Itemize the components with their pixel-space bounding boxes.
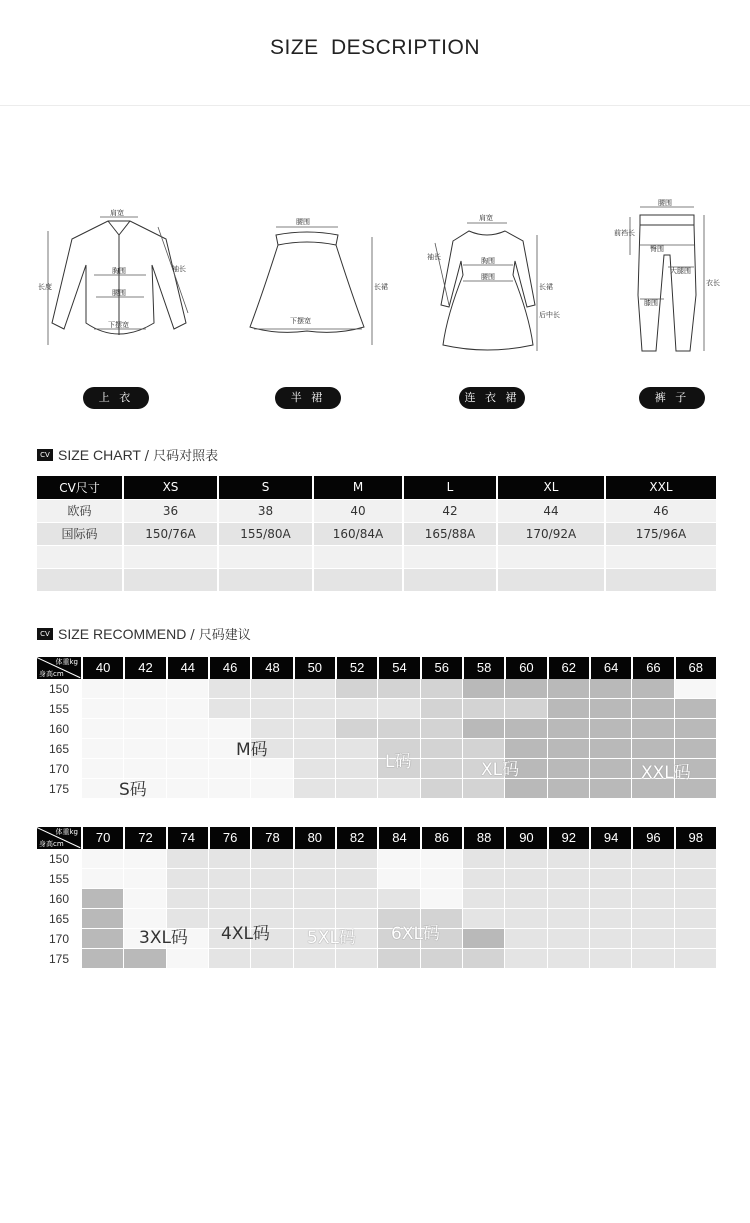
grid-cell bbox=[378, 869, 419, 888]
grid-cell bbox=[463, 889, 504, 908]
grid-corner bbox=[37, 827, 81, 849]
table-cell: 40 bbox=[313, 499, 403, 522]
pants-diagram bbox=[610, 195, 720, 355]
grid-cell bbox=[209, 869, 250, 888]
grid-cell bbox=[336, 869, 377, 888]
grid-cell bbox=[421, 949, 462, 968]
grid-cell bbox=[167, 849, 208, 868]
grid-cell bbox=[378, 849, 419, 868]
grid-cell bbox=[336, 949, 377, 968]
grid-cell bbox=[421, 719, 462, 738]
dim-skirt-length: 长裙 bbox=[374, 283, 388, 291]
size-zone-label: 5XL码 bbox=[307, 928, 356, 948]
size-chart-title-zh: / 尺码对照表 bbox=[144, 449, 219, 464]
row-label bbox=[37, 568, 123, 591]
garment-label-dress: 连 衣 裙 bbox=[459, 387, 525, 409]
grid-cell bbox=[590, 909, 631, 928]
grid-cell bbox=[548, 759, 589, 778]
grid-cell bbox=[251, 759, 292, 778]
grid-header bbox=[37, 827, 716, 849]
dim-skirt-hem: 下摆宽 bbox=[290, 317, 311, 325]
grid-cell bbox=[505, 909, 546, 928]
grid-cell bbox=[548, 699, 589, 718]
grid-cell bbox=[294, 739, 335, 758]
grid-cell bbox=[675, 699, 716, 718]
dim-waist: 腰围 bbox=[112, 289, 126, 297]
grid-cell bbox=[463, 849, 504, 868]
grid-cell bbox=[167, 779, 208, 798]
size-header-xxl: XXL bbox=[605, 476, 716, 499]
grid-cell bbox=[82, 889, 123, 908]
grid-cell bbox=[82, 679, 123, 698]
size-recommend-title: SIZE RECOMMEND bbox=[58, 626, 187, 642]
weight-header: 44 bbox=[166, 657, 208, 679]
size-recommend-title-zh: / 尺码建议 bbox=[190, 628, 251, 643]
size-zone-label: 3XL码 bbox=[139, 928, 188, 948]
grid-cell bbox=[463, 699, 504, 718]
weight-header: 84 bbox=[377, 827, 419, 849]
weight-header: 62 bbox=[547, 657, 589, 679]
garment-label-pants: 裤 子 bbox=[639, 387, 705, 409]
height-label: 170 bbox=[48, 762, 70, 776]
grid-cell bbox=[548, 849, 589, 868]
table-cell bbox=[605, 568, 716, 591]
weight-header: 92 bbox=[547, 827, 589, 849]
corner-weight-label: 体重kg bbox=[55, 828, 78, 836]
dim-dress-length: 长裙 bbox=[539, 283, 553, 291]
size-header-xs: XS bbox=[123, 476, 218, 499]
table-cell: 160/84A bbox=[313, 522, 403, 545]
dim-skirt-waist: 腰围 bbox=[296, 218, 310, 226]
grid-cell bbox=[209, 779, 250, 798]
grid-cell bbox=[505, 719, 546, 738]
grid-cell bbox=[124, 679, 165, 698]
grid-cell bbox=[294, 949, 335, 968]
grid-cell bbox=[632, 719, 673, 738]
table-cell bbox=[403, 545, 497, 568]
grid-cell bbox=[167, 869, 208, 888]
grid-cell bbox=[82, 759, 123, 778]
table-row bbox=[37, 499, 716, 522]
grid-corner bbox=[37, 657, 81, 679]
grid-cell bbox=[82, 719, 123, 738]
dim-dress-chest: 胸围 bbox=[481, 257, 495, 265]
grid-cell bbox=[294, 889, 335, 908]
grid-cell bbox=[675, 739, 716, 758]
grid-cell bbox=[167, 889, 208, 908]
corner-weight-label: 体重kg bbox=[55, 658, 78, 666]
grid-cell bbox=[209, 759, 250, 778]
cv-logo: CV bbox=[37, 628, 53, 640]
height-label: 175 bbox=[48, 782, 70, 796]
weight-header: 54 bbox=[377, 657, 419, 679]
table-row bbox=[37, 545, 716, 568]
grid-cell bbox=[421, 869, 462, 888]
weight-header: 64 bbox=[589, 657, 631, 679]
table-cell: 155/80A bbox=[218, 522, 313, 545]
title-divider bbox=[0, 105, 750, 106]
grid-cell bbox=[82, 779, 123, 798]
weight-header: 52 bbox=[335, 657, 377, 679]
grid-cell bbox=[82, 849, 123, 868]
grid-cell bbox=[548, 779, 589, 798]
height-label: 160 bbox=[48, 722, 70, 736]
dim-pants-rise: 前裆长 bbox=[614, 229, 635, 237]
weight-header: 46 bbox=[208, 657, 250, 679]
grid-cell bbox=[421, 739, 462, 758]
grid-cell bbox=[336, 719, 377, 738]
grid-cell bbox=[251, 869, 292, 888]
table-cell: 175/96A bbox=[605, 522, 716, 545]
size-zone-label: L码 bbox=[385, 752, 412, 772]
weight-header: 70 bbox=[81, 827, 123, 849]
table-cell bbox=[218, 545, 313, 568]
grid-cell bbox=[421, 889, 462, 908]
grid-cell bbox=[421, 699, 462, 718]
grid-cell bbox=[632, 949, 673, 968]
grid-cell bbox=[548, 929, 589, 948]
table-cell: 38 bbox=[218, 499, 313, 522]
grid-cell bbox=[124, 739, 165, 758]
size-zone-label: 6XL码 bbox=[391, 924, 440, 944]
grid-cell bbox=[251, 889, 292, 908]
size-header-l: L bbox=[403, 476, 497, 499]
grid-cell bbox=[336, 889, 377, 908]
grid-cell bbox=[505, 949, 546, 968]
grid-cell bbox=[632, 889, 673, 908]
weight-header: 60 bbox=[504, 657, 546, 679]
row-label bbox=[37, 545, 123, 568]
row-label: 国际码 bbox=[37, 522, 123, 545]
table-cell: 46 bbox=[605, 499, 716, 522]
dim-hem: 下摆宽 bbox=[108, 321, 129, 329]
grid-cell bbox=[167, 699, 208, 718]
table-cell: 42 bbox=[403, 499, 497, 522]
grid-cell bbox=[421, 679, 462, 698]
grid-cell bbox=[251, 679, 292, 698]
dim-pants-knee: 膝围 bbox=[644, 299, 658, 307]
grid-cell bbox=[294, 759, 335, 778]
table-cell: 170/92A bbox=[497, 522, 605, 545]
garment-label-skirt: 半 裙 bbox=[275, 387, 341, 409]
grid-cell bbox=[336, 849, 377, 868]
table-row bbox=[37, 568, 716, 591]
grid-cell bbox=[378, 889, 419, 908]
grid-cell bbox=[82, 699, 123, 718]
grid-cell bbox=[209, 679, 250, 698]
grid-cell bbox=[421, 779, 462, 798]
table-cell bbox=[313, 545, 403, 568]
weight-header: 94 bbox=[589, 827, 631, 849]
table-cell bbox=[218, 568, 313, 591]
grid-cell bbox=[336, 759, 377, 778]
grid-cell bbox=[590, 949, 631, 968]
height-column bbox=[37, 679, 81, 799]
grid-cells bbox=[81, 679, 716, 798]
grid-cell bbox=[124, 869, 165, 888]
grid-cell bbox=[675, 949, 716, 968]
dim-pants-waist: 腰围 bbox=[658, 199, 672, 207]
grid-cell bbox=[632, 929, 673, 948]
grid-cell bbox=[378, 779, 419, 798]
weight-header: 50 bbox=[293, 657, 335, 679]
dim-dress-sleeve: 袖长 bbox=[427, 253, 441, 261]
grid-cell bbox=[548, 889, 589, 908]
grid-cell bbox=[124, 849, 165, 868]
grid-cell bbox=[167, 739, 208, 758]
height-label: 175 bbox=[48, 952, 70, 966]
page-title: SIZE DESCRIPTION bbox=[269, 36, 481, 59]
weight-header: 42 bbox=[123, 657, 165, 679]
grid-cell bbox=[378, 699, 419, 718]
weight-header: 78 bbox=[250, 827, 292, 849]
grid-cell bbox=[675, 869, 716, 888]
grid-cell bbox=[294, 779, 335, 798]
grid-cell bbox=[590, 719, 631, 738]
height-label: 165 bbox=[48, 742, 70, 756]
grid-cell bbox=[378, 719, 419, 738]
grid-cell bbox=[336, 779, 377, 798]
grid-cell bbox=[548, 739, 589, 758]
skirt-diagram bbox=[232, 195, 392, 355]
grid-cell bbox=[505, 679, 546, 698]
weight-header: 68 bbox=[674, 657, 716, 679]
grid-cell bbox=[463, 909, 504, 928]
table-cell bbox=[497, 545, 605, 568]
dim-pants-hip: 臀围 bbox=[650, 245, 664, 253]
weight-header: 90 bbox=[504, 827, 546, 849]
grid-cell bbox=[463, 679, 504, 698]
grid-cell bbox=[505, 849, 546, 868]
grid-cell bbox=[209, 889, 250, 908]
height-column bbox=[37, 849, 81, 969]
weight-header: 76 bbox=[208, 827, 250, 849]
grid-cell bbox=[124, 949, 165, 968]
grid-cell bbox=[209, 949, 250, 968]
weight-header: 66 bbox=[631, 657, 673, 679]
grid-cell bbox=[167, 759, 208, 778]
grid-header bbox=[37, 657, 716, 679]
grid-cell bbox=[209, 699, 250, 718]
grid-cell bbox=[675, 889, 716, 908]
table-cell bbox=[605, 545, 716, 568]
dim-pants-thigh: 大腿围 bbox=[670, 267, 691, 275]
grid-cell bbox=[251, 949, 292, 968]
size-chart-header-row bbox=[37, 476, 716, 499]
grid-cell bbox=[251, 699, 292, 718]
grid-cell bbox=[505, 699, 546, 718]
dim-sleeve: 袖长 bbox=[172, 265, 186, 273]
grid-cell bbox=[505, 779, 546, 798]
height-label: 160 bbox=[48, 892, 70, 906]
grid-cell bbox=[463, 869, 504, 888]
size-header-s: S bbox=[218, 476, 313, 499]
grid-cell bbox=[675, 929, 716, 948]
grid-cell bbox=[675, 909, 716, 928]
size-header-xl: XL bbox=[497, 476, 605, 499]
dim-pants-length: 衣长 bbox=[706, 279, 720, 287]
dress-diagram bbox=[427, 195, 567, 355]
grid-cell bbox=[336, 739, 377, 758]
grid-cell bbox=[124, 699, 165, 718]
grid-cell bbox=[294, 869, 335, 888]
grid-cell bbox=[463, 719, 504, 738]
grid-cell bbox=[82, 949, 123, 968]
row-label: 欧码 bbox=[37, 499, 123, 522]
grid-cell bbox=[590, 739, 631, 758]
grid-cell bbox=[167, 679, 208, 698]
grid-cell bbox=[505, 889, 546, 908]
size-header-m: M bbox=[313, 476, 403, 499]
grid-cell bbox=[124, 719, 165, 738]
grid-cell bbox=[590, 889, 631, 908]
cv-logo: CV bbox=[37, 449, 53, 461]
grid-cell bbox=[82, 929, 123, 948]
grid-cell bbox=[209, 849, 250, 868]
grid-cell bbox=[675, 849, 716, 868]
garment-label-shirt: 上 衣 bbox=[83, 387, 149, 409]
table-cell bbox=[403, 568, 497, 591]
height-label: 155 bbox=[48, 702, 70, 716]
grid-cell bbox=[378, 679, 419, 698]
grid-cell bbox=[548, 869, 589, 888]
table-cell: 165/88A bbox=[403, 522, 497, 545]
size-chart-table bbox=[37, 476, 716, 591]
table-cell: 36 bbox=[123, 499, 218, 522]
dim-dress-shoulder: 肩宽 bbox=[479, 214, 493, 222]
weight-header: 74 bbox=[166, 827, 208, 849]
grid-cell bbox=[548, 679, 589, 698]
weight-header: 80 bbox=[293, 827, 335, 849]
size-chart-title: SIZE CHART bbox=[58, 447, 141, 463]
grid-cell bbox=[675, 719, 716, 738]
grid-cell bbox=[590, 929, 631, 948]
table-cell bbox=[123, 568, 218, 591]
grid-cell bbox=[632, 739, 673, 758]
weight-header: 72 bbox=[123, 827, 165, 849]
height-label: 170 bbox=[48, 932, 70, 946]
weight-header: 48 bbox=[250, 657, 292, 679]
grid-cell bbox=[632, 909, 673, 928]
grid-cell bbox=[378, 949, 419, 968]
grid-cell bbox=[590, 679, 631, 698]
grid-cell bbox=[632, 869, 673, 888]
table-cell: 44 bbox=[497, 499, 605, 522]
grid-cell bbox=[294, 849, 335, 868]
weight-header: 96 bbox=[631, 827, 673, 849]
recommend-grid-2 bbox=[37, 827, 716, 969]
size-zone-label: M码 bbox=[236, 740, 268, 760]
grid-cell bbox=[590, 869, 631, 888]
weight-header: 40 bbox=[81, 657, 123, 679]
size-zone-label: 4XL码 bbox=[221, 924, 270, 944]
grid-cell bbox=[463, 929, 504, 948]
grid-cell bbox=[632, 699, 673, 718]
height-label: 150 bbox=[48, 852, 70, 866]
grid-cell bbox=[590, 699, 631, 718]
grid-cell bbox=[251, 849, 292, 868]
grid-cell bbox=[82, 869, 123, 888]
dim-chest: 胸围 bbox=[112, 267, 126, 275]
grid-cell bbox=[421, 849, 462, 868]
height-label: 150 bbox=[48, 682, 70, 696]
grid-cell bbox=[505, 869, 546, 888]
corner-height-label: 身高cm bbox=[39, 840, 64, 848]
size-recommend-heading bbox=[37, 624, 251, 643]
grid-cell bbox=[590, 779, 631, 798]
dim-shoulder: 肩宽 bbox=[110, 209, 124, 217]
table-cell bbox=[123, 545, 218, 568]
grid-cell bbox=[675, 679, 716, 698]
shirt-diagram bbox=[38, 195, 198, 355]
grid-cell bbox=[632, 679, 673, 698]
grid-cell bbox=[336, 699, 377, 718]
dim-dress-waist: 腰围 bbox=[481, 273, 495, 281]
dim-dress-back-length: 后中长 bbox=[539, 311, 560, 319]
weight-header: 88 bbox=[462, 827, 504, 849]
weight-header: 56 bbox=[420, 657, 462, 679]
grid-cell bbox=[421, 759, 462, 778]
grid-cell bbox=[505, 929, 546, 948]
grid-cell bbox=[294, 679, 335, 698]
grid-cell bbox=[82, 909, 123, 928]
grid-cell bbox=[167, 949, 208, 968]
grid-cell bbox=[590, 849, 631, 868]
size-chart-heading bbox=[37, 445, 218, 464]
weight-header: 86 bbox=[420, 827, 462, 849]
height-label: 155 bbox=[48, 872, 70, 886]
grid-cell bbox=[336, 679, 377, 698]
size-zone-label: XXL码 bbox=[641, 763, 691, 783]
height-label: 165 bbox=[48, 912, 70, 926]
grid-cell bbox=[548, 949, 589, 968]
table-cell bbox=[497, 568, 605, 591]
grid-cell bbox=[632, 849, 673, 868]
grid-cell bbox=[294, 719, 335, 738]
grid-cells bbox=[81, 849, 716, 968]
grid-cell bbox=[167, 719, 208, 738]
weight-header: 82 bbox=[335, 827, 377, 849]
grid-cell bbox=[82, 739, 123, 758]
table-cell bbox=[313, 568, 403, 591]
grid-cell bbox=[463, 949, 504, 968]
size-zone-label: S码 bbox=[119, 780, 147, 800]
grid-cell bbox=[548, 909, 589, 928]
weight-header: 98 bbox=[674, 827, 716, 849]
grid-cell bbox=[548, 719, 589, 738]
size-chart-header-label: CV尺寸 bbox=[37, 476, 123, 499]
table-cell: 150/76A bbox=[123, 522, 218, 545]
recommend-grid-1 bbox=[37, 657, 716, 799]
grid-cell bbox=[590, 759, 631, 778]
size-zone-label: XL码 bbox=[481, 760, 520, 780]
table-row bbox=[37, 522, 716, 545]
grid-cell bbox=[294, 699, 335, 718]
grid-cell bbox=[251, 779, 292, 798]
weight-header: 58 bbox=[462, 657, 504, 679]
dim-length: 长度 bbox=[38, 283, 52, 291]
corner-height-label: 身高cm bbox=[39, 670, 64, 678]
grid-cell bbox=[463, 779, 504, 798]
grid-cell bbox=[124, 889, 165, 908]
